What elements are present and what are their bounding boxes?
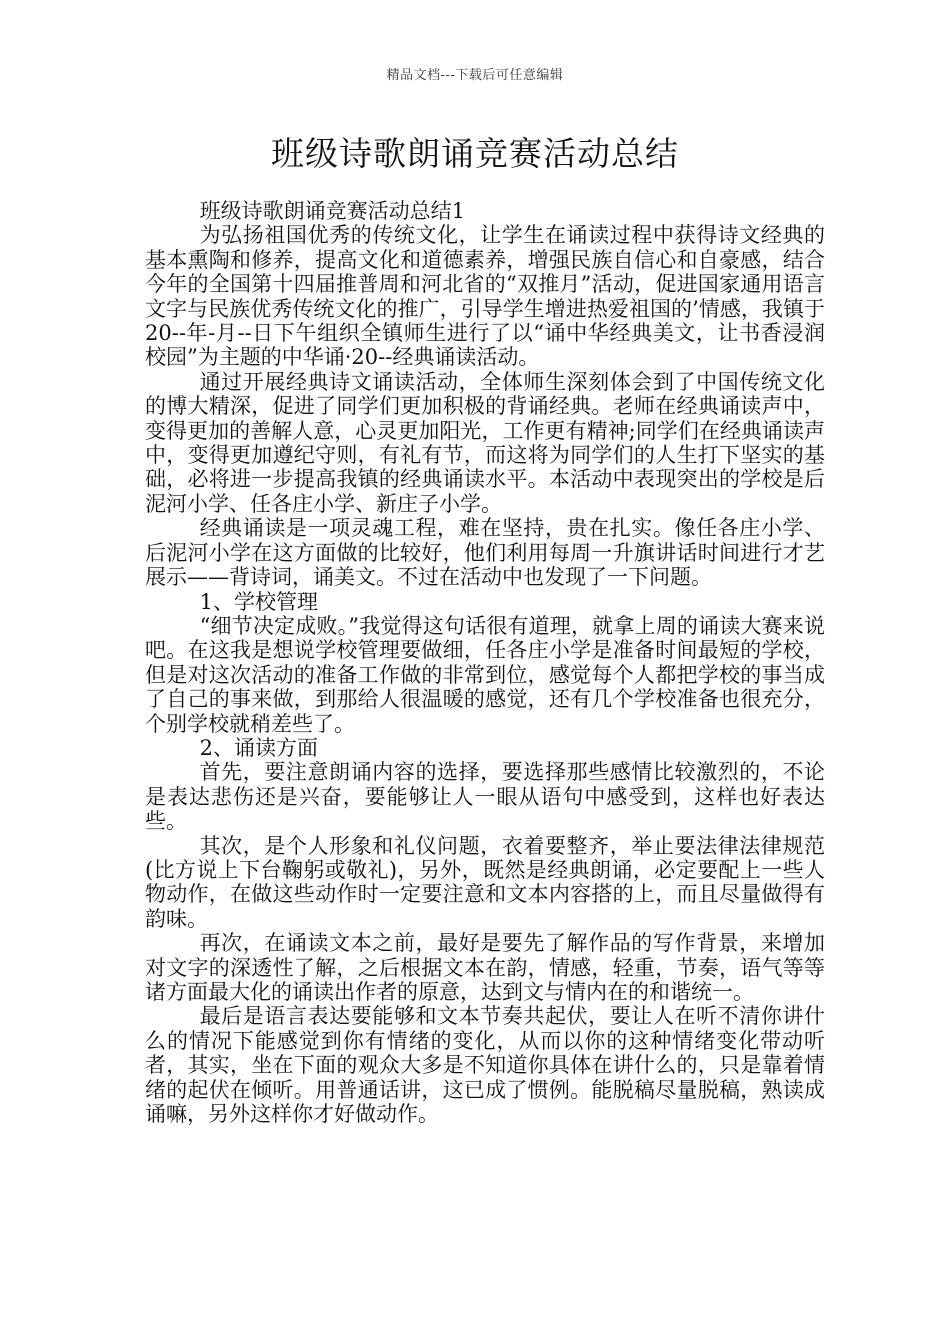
paragraph: 最后是语言表达要能够和文本节奏共起伏，要让人在听不清你讲什么的情况下能感觉到你有情绪的变化，从而以你的这种情绪变化带动听者，其实，坐在下面的观众大多是不知道你具体在讲什么的，只是靠着情绪的起伏在倾听。用普通话讲，这已成了惯例。能脱稿尽量脱稿，熟读成诵嘛，另外这样你才好做动作。 [145, 1004, 825, 1127]
header-note: 精品文档---下载后可任意编辑 [386, 68, 564, 83]
paragraph: 其次，是个人形象和礼仪问题，衣着要整齐，举止要法律法律规范(比方说上下台鞠躬或敬礼)，另外，既然是经典朗诵，必定要配上一些人物动作，在做这些动作时一定要注意和文本内容搭的上，而且尽量做得有韵味。 [145, 833, 825, 931]
document-title: 班级诗歌朗诵竞赛活动总结 [271, 134, 679, 173]
paragraph: 班级诗歌朗诵竞赛活动总结1 [199, 199, 465, 223]
paragraph: 首先，要注意朗诵内容的选择，要选择那些感情比较激烈的，不论是表达悲伤还是兴奋，要能够让人一眼从语句中感受到，这样也好表达些。 [145, 760, 825, 834]
document-body [145, 199, 825, 1126]
paragraph: 为弘扬祖国优秀的传统文化，让学生在诵读过程中获得诗文经典的基本熏陶和修养，提高文化和道德素养，增强民族自信心和自豪感，结合今年的全国第十四届推普周和河北省的“双推月”活动，促进国家通用语言文字与民族优秀传统文化的推广，引导学生增进热爱祖国的’情感，我镇于20--年-月--日下午组织全镇师生进行了以“诵中华经典美文，让书香浸润校园”为主题的中华诵·20--经典诵读活动。 [145, 223, 825, 370]
section-heading: 2、诵读方面 [199, 735, 318, 760]
paragraph: 经典诵读是一项灵魂工程，难在坚持，贵在扎实。像任各庄小学、后泥河小学在这方面做的比较好，他们利用每周一升旗讲话时间进行才艺展示——背诗词，诵美文。不过在活动中也发现了一下问题。 [145, 516, 825, 590]
paragraph: “细节决定成败。”我觉得这句话很有道理，就拿上周的诵读大赛来说吧。在这我是想说学校管理要做细，任各庄小学是准备时间最短的学校，但是对这次活动的准备工作做的非常到位，感觉每个人都把学校的事当成了自己的事来做，到那给人很温暖的感觉，还有几个学校准备也很充分，个别学校就稍差些了。 [145, 613, 825, 736]
paragraph: 通过开展经典诗文诵读活动，全体师生深刻体会到了中国传统文化的博大精深，促进了同学们更加积极的背诵经典。老师在经典诵读声中，变得更加的善解人意，心灵更加阳光，工作更有精神;同学们在经典诵读声中，变得更加遵纪守则，有礼有节，而这将为同学们的人生打下坚实的基础，必将进一步提高我镇的经典诵读水平。本活动中表现突出的学校是后泥河小学、任各庄小学、新庄子小学。 [145, 369, 825, 516]
paragraph: 再次，在诵读文本之前，最好是要先了解作品的写作背景，来增加对文字的深透性了解，之后根据文本在韵，情感，轻重，节奏，语气等等诸方面最大化的诵读出作者的原意，达到文与情内在的和谐统一。 [145, 931, 825, 1004]
section-heading: 1、学校管理 [199, 589, 318, 614]
